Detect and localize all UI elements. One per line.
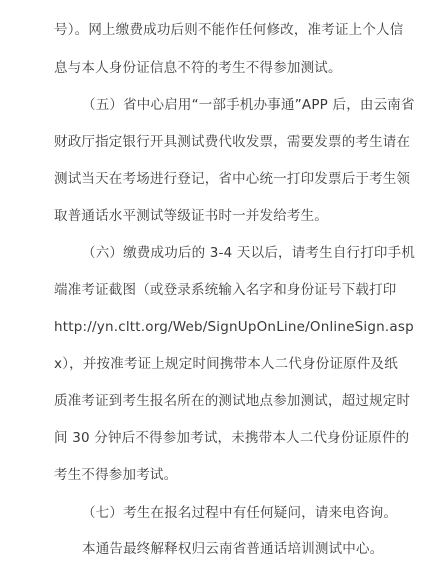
paragraph-line: 取普通话水平测试等级证书时一并发给考生。 [54, 208, 328, 224]
final-statement: 本通告最终解释权归云南省普通话培训测试中心。 [82, 541, 384, 557]
paragraph-line: 质准考证到考生报名所在的测试地点参加测试，超过规定时 [54, 393, 411, 409]
paragraph-line: 测试当天在考场进行登记，省中心统一打印发票后于考生领 [54, 171, 411, 187]
paragraph-line: 财政厅指定银行开具测试费代收发票，需要发票的考生请在 [54, 134, 411, 150]
section-six-heading-line: （六）缴费成功后的 3-4 天以后，请考生自行打印手机 [82, 245, 416, 261]
section-five-heading-line: （五）省中心启用“一部手机办事通”APP 后，由云南省 [82, 97, 415, 113]
section-seven-heading-line: （七）考生在报名过程中有任何疑问，请来电咨询。 [82, 505, 398, 521]
paragraph-line: 息与本人身份证信息不符的考生不得参加测试。 [54, 60, 342, 76]
paragraph-line: x），并按准考证上规定时间携带本人二代身份证原件及纸 [54, 356, 398, 372]
url-line: http://yn.cltt.org/Web/SignUpOnLine/OnlineSign.asp [54, 319, 414, 335]
paragraph-line: 号）。网上缴费成功后则不能作任何修改，准考证上个人信 [54, 22, 404, 38]
paragraph-line: 间 30 分钟后不得参加考试，未携带本人二代身份证原件的 [54, 430, 410, 446]
paragraph-line: 考生不得参加考试。 [54, 467, 178, 483]
paragraph-line: 端准考证截图（或登录系统输入名字和身份证号下载打印 [54, 282, 397, 298]
